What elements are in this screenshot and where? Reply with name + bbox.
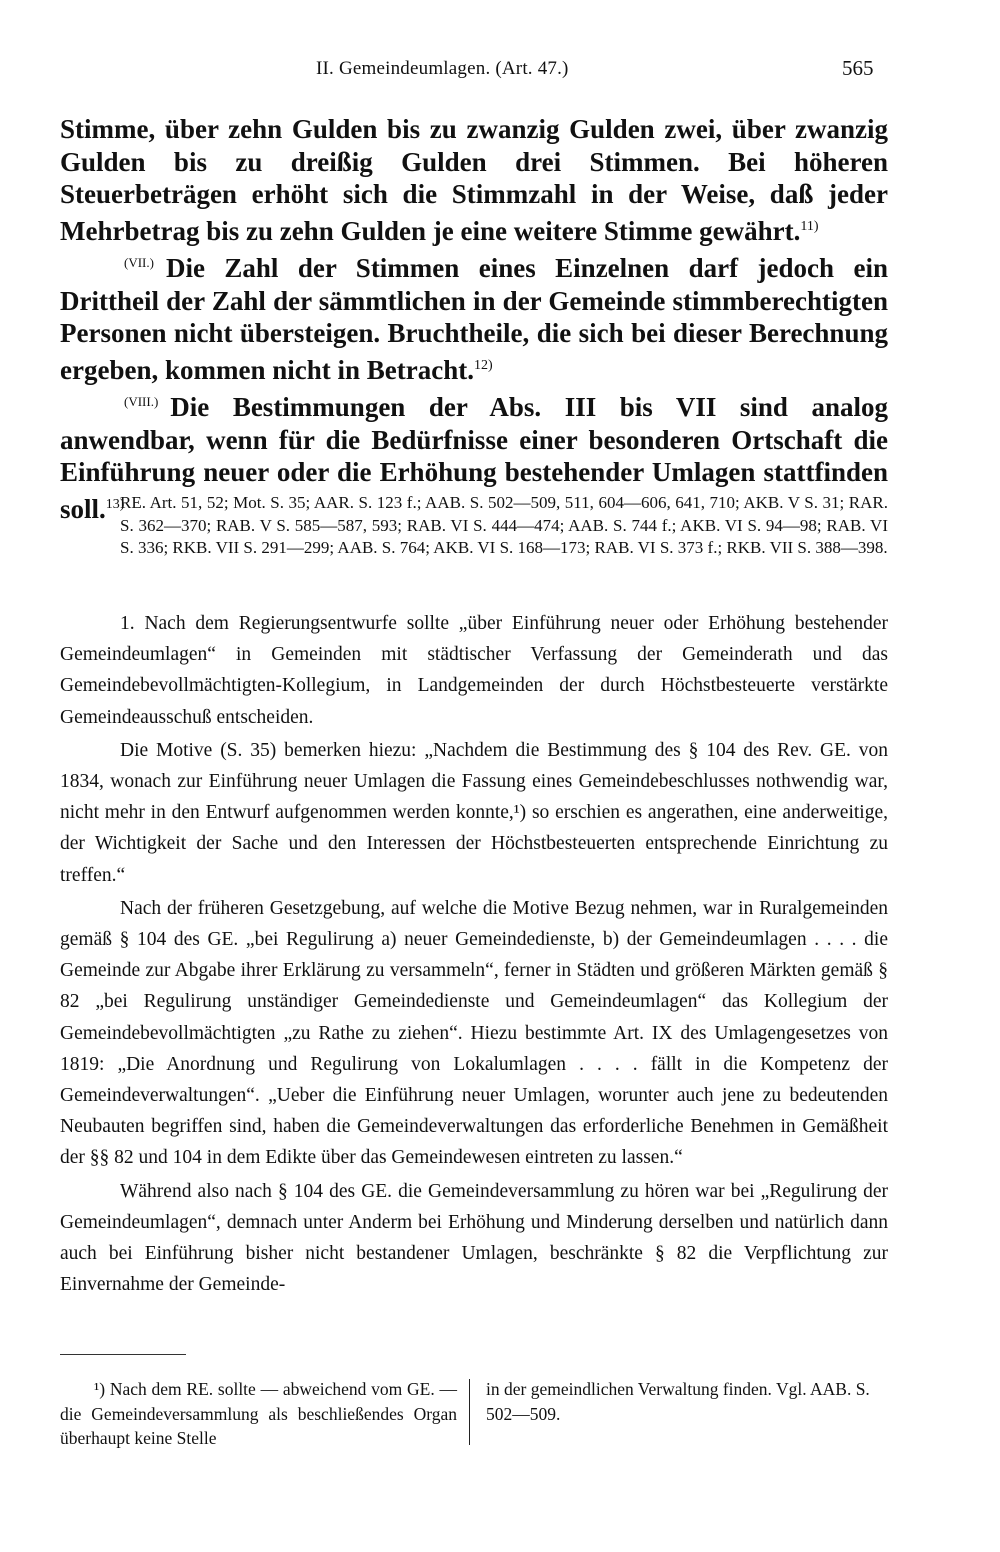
footnote-ref-12: 12) <box>473 357 493 373</box>
law-paragraph-vii-text: Die Zahl der Stimmen eines Einzelnen darf jedoch ein Drittheil der Zahl der sämmtlichen in der Gemeinde stimmberechtigten Personen nicht übersteigen. Bruchtheile, die sich bei dieser Berechnung ergeben, kommen nicht in Betracht. <box>60 253 888 385</box>
footnote-rule <box>60 1354 186 1355</box>
commentary-paragraph-4: Während also nach § 104 des GE. die Gemeindeversammlung zu hören war bei „Regulirung der Gemeindeumlagen“, demnach unter Anderm bei Erhöhung und Minderung derselben und natürlich dann auch bei Einführung bisher nicht bestandener Umlagen, beschränkte § 82 die Verpflichtung zur Einvernahme der Gemeinde- <box>60 1180 888 1296</box>
law-paragraph-continuation <box>60 113 888 247</box>
paragraph-mark-vii: (VII.) <box>124 255 154 270</box>
law-paragraph-continuation-text: Stimme, über zehn Gulden bis zu zwanzig Gulden zwei, über zwanzig Gulden bis zu dreißig Gulden drei Stimmen. Bei höheren Steuerbeträgen erhöht sich die Stimmzahl in der Weise, daß jeder Mehrbetrag bis zu zehn Gulden je eine weitere Stimme gewährt. <box>60 114 888 246</box>
footnote-right-column: in der gemeindlichen Verwaltung finden. Vgl. AAB. S. 502—509. <box>486 1379 870 1424</box>
law-paragraph-vii <box>60 247 888 386</box>
running-head: II. Gemeindeumlagen. (Art. 47.) <box>316 58 569 79</box>
page-number: 565 <box>842 56 874 80</box>
commentary-paragraph-1: 1. Nach dem Regierungsentwurfe sollte „über Einführung neuer oder Erhöhung bestehender Gemeindeumlagen“ in Gemeinden mit städtischer Verfassung der Gemeinderath und das Gemeindebevollmächtigten-Kollegium, in Landgemeinden der durch Höchstbesteuerte verstärkte Gemeindeausschuß entscheiden. <box>60 613 888 728</box>
commentary-block <box>60 608 888 1300</box>
commentary-paragraph-3: Nach der früheren Gesetzgebung, auf welche die Motive Bezug nehmen, war in Ruralgemeinden gemäß § 104 des GE. „bei Regulirung a) neuer Gemeindedienste, b) der Gemeindeumlagen . . . . die Gemeinde zur Abgabe ihrer Erklärung zu versammeln“, ferner in Städten und größeren Märkten gemäß § 82 „bei Regulirung unständiger Gemeindedienste und Gemeindeumlagen“ das Kollegium der Gemeindebevollmächtigten „zu Rathe zu ziehen“. Hiezu bestimmte Art. IX des Umlagengesetzes von 1819: „Die Anordnung und Regulirung von Lokalumlagen . . . . fällt in die Kompetenz der Gemeindeverwaltungen“. „Ueber die Einführung neuer Umlagen, worunter auch jene zu bedeutenden Neubauten begriffen sind, haben die Gemeindeverwaltungen das erforderliche Benehmen in Gemäßheit der §§ 82 und 104 in dem Edikte über das Gemeindewesen eintreten zu lassen.“ <box>60 897 888 1169</box>
footnote-ref-13: 13) <box>105 496 125 512</box>
law-paragraph-viii-text: Die Bestimmungen der Abs. III bis VII sind analog anwendbar, wenn für die Bedürfnisse einer besonderen Ortschaft die Einführung neuer oder die Erhöhung bestehender Umlagen stattfinden soll. <box>60 392 888 524</box>
footnote-left-column: ¹) Nach dem RE. sollte — abweichend vom GE. — die Gemeindeversammlung als beschließendes Organ überhaupt keine Stelle <box>60 1379 457 1448</box>
footnote-ref-11: 11) <box>800 218 819 234</box>
footnotes <box>60 1377 890 1451</box>
commentary-paragraph-2: Die Motive (S. 35) bemerken hiezu: „Nachdem die Bestimmung des § 104 des Rev. GE. von 1834, wonach zur Einführung neuer Umlagen die Fassung eines Gemeindebeschlusses nothwendig war, nicht mehr in den Entwurf aufgenommen werden konnte,¹) so erschien es angerathen, eine anderweitige, der Wichtigkeit der Sache und den Interessen der Höchstbesteuerten entsprechende Einrichtung zu treffen.“ <box>60 739 888 886</box>
law-text-block <box>60 113 888 525</box>
references-list: RE. Art. 51, 52; Mot. S. 35; AAR. S. 123 f.; AAB. S. 502—509, 511, 604—606, 641, 710; AKB. V S. 31; RAR. S. 362—370; RAB. V S. 585—587, 593; RAB. VI S. 444—474; AAB. S. 744 f.; AKB. VI S. 94—98; RAB. VI S. 336; RKB. VII S. 291—299; AAB. S. 764; AKB. VI S. 168—173; RAB. VI S. 373 f.; RKB. VII S. 388—398. <box>120 493 888 557</box>
paragraph-mark-viii: (VIII.) <box>124 394 159 409</box>
